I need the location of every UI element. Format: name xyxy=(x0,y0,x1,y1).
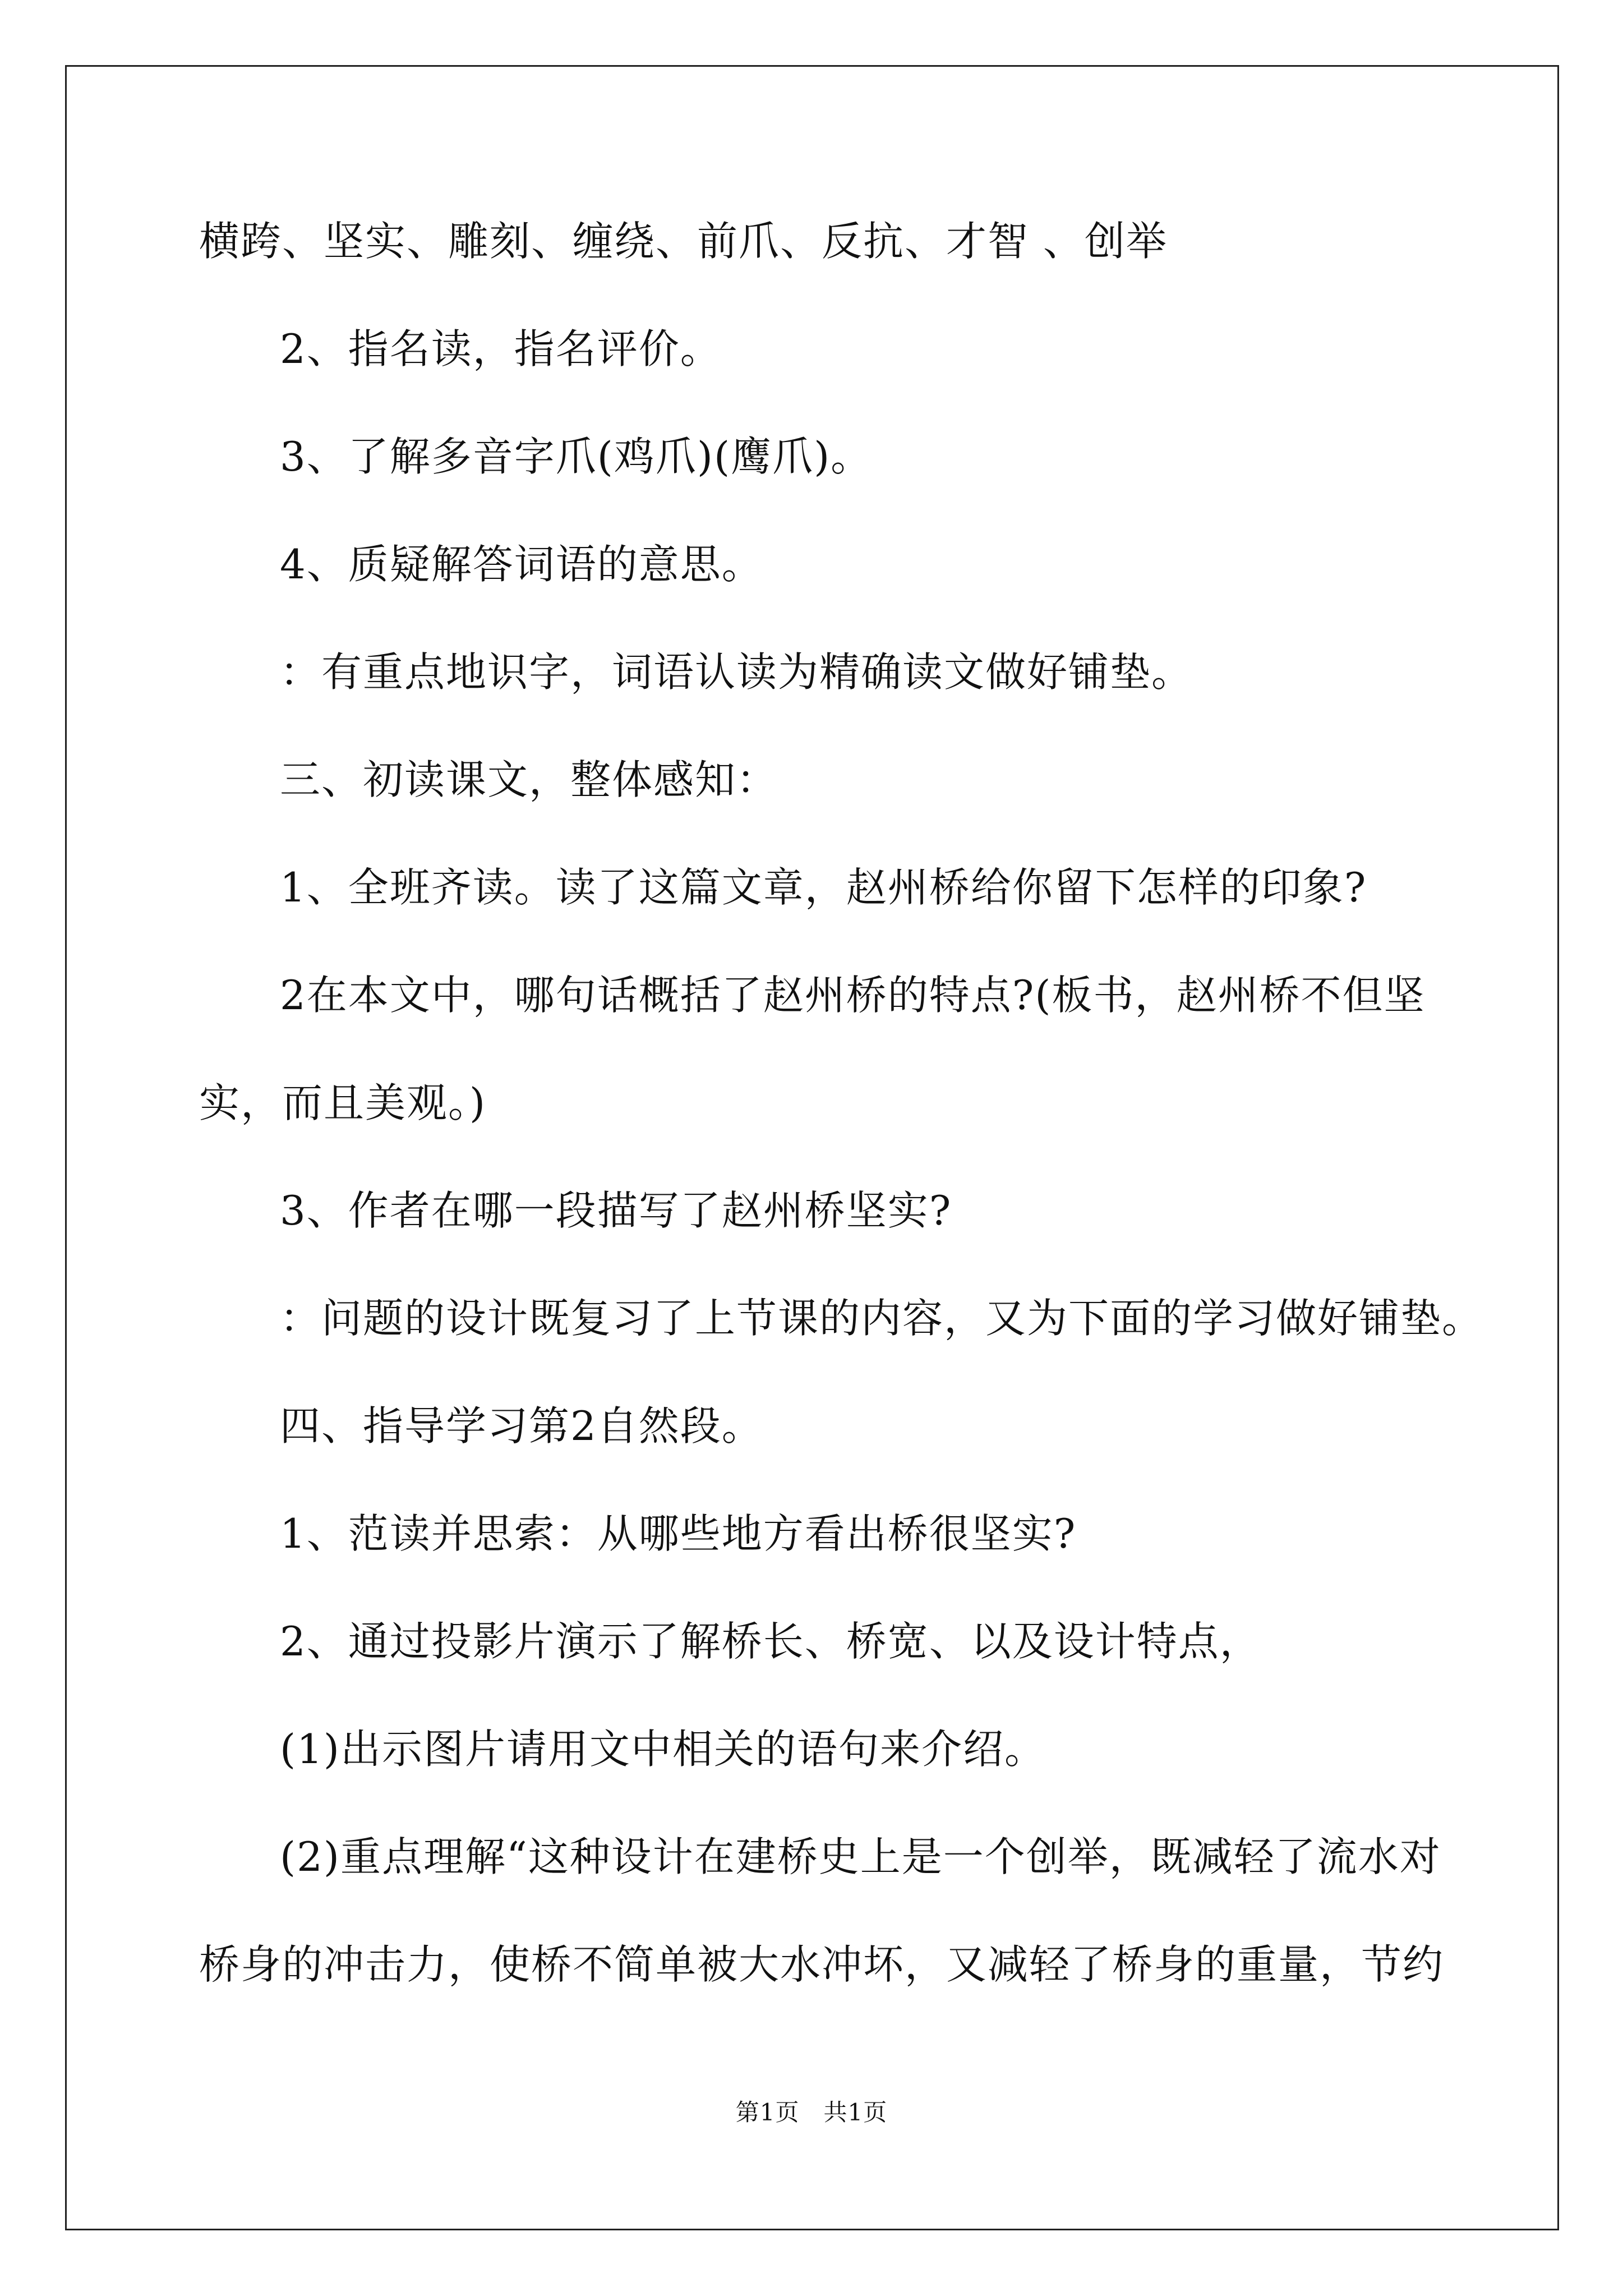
text-line: 1、全班齐读。读了这篇文章，赵州桥给你留下怎样的印象? xyxy=(280,864,1367,911)
text-line: 4、质疑解答词语的意思。 xyxy=(280,541,763,588)
text-line: 四、指导学习第2自然段。 xyxy=(280,1402,763,1450)
text-line: (2)重点理解“这种设计在建桥史上是一个创举，既减轻了流水对 xyxy=(280,1833,1441,1880)
text-line: 1、范读并思索：从哪些地方看出桥很坚实? xyxy=(280,1510,1077,1557)
text-line: 3、了解多音字爪(鸡爪)(鹰爪)。 xyxy=(280,433,873,480)
text-line: 横跨、坚实、雕刻、缠绕、前爪、反抗、才智 、创举 xyxy=(199,218,1168,265)
text-line: 实，而且美观。) xyxy=(199,1079,487,1126)
text-line: 2、通过投影片演示了解桥长、桥宽、以及设计特点， xyxy=(280,1618,1261,1665)
text-line: 2、指名读，指名评价。 xyxy=(280,325,722,372)
text-line: 桥身的冲击力，使桥不简单被大水冲坏，又减轻了桥身的重量，节约 xyxy=(199,1941,1445,1988)
text-line: 2在本文中，哪句话概括了赵州桥的特点?(板书，赵州桥不但坚 xyxy=(280,972,1426,1019)
text-line: 三、初读课文，整体感知： xyxy=(280,756,778,803)
page-border xyxy=(65,65,1559,2230)
text-line: ：有重点地识字，词语认读为精确读文做好铺垫。 xyxy=(280,648,1193,696)
text-line: 3、作者在哪一段描写了赵州桥坚实? xyxy=(280,1187,952,1234)
text-line: (1)出示图片请用文中相关的语句来介绍。 xyxy=(280,1726,1046,1773)
page-footer: 第1页 共1页 xyxy=(735,2099,888,2126)
text-line: ：问题的设计既复习了上节课的内容，又为下面的学习做好铺垫。 xyxy=(280,1295,1484,1342)
